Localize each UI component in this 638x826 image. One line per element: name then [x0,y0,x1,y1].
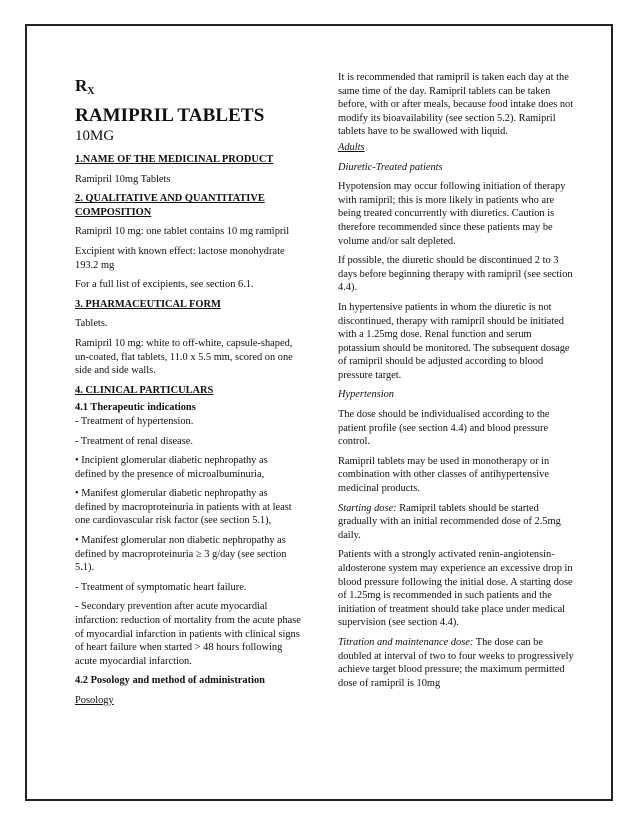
section-4-2-title: 4.2 Posology and method of administration [75,675,265,687]
indication-item: - Treatment of renal disease. [75,435,194,447]
body-para: It is recommended that ramipril is taken each day at the same time of the day. Ramipril tablets can be taken before, with or after meals, because food intake does not modify its bioavailability (see section 5.2). Ramipril tablets have to be swallowed with liquid. [338,72,574,138]
right-column [338,71,576,696]
section-3-para: Tablets. [75,318,108,330]
starting-dose-text: Ramipril tablets should be started gradually with an initial recommended dose of 2.5mg daily. [338,502,561,541]
indication-item: • Manifest glomerular diabetic nephropathy as defined by macroproteinuria in patients with at least one cardiovascular risk factor (see section 5.1), [75,488,292,527]
section-1-title: 1.NAME OF THE MEDICINAL PRODUCT [75,154,274,165]
section-4-title: 4. CLINICAL PARTICULARS [75,384,214,396]
drug-strength: 10MG [75,128,115,144]
section-2-para: Ramipril 10 mg: one tablet contains 10 mg ramipril [75,226,290,238]
adults-heading: Adults [338,141,365,153]
body-para: If possible, the diuretic should be discontinued 2 to 3 days before beginning therapy with ramipril (see section 4.4). [338,255,573,294]
titration-text: The dose can be doubled at interval of two to four weeks to progressively achieve target blood pressure; the maximum permitted dose of ramipril is 10mg [338,636,574,689]
section-4-1-title: 4.1 Therapeutic indications [75,402,196,414]
body-para: In hypertensive patients in whom the diuretic is not discontinued, therapy with ramipril should be initiated with a 1.25mg dose. Renal function and serum potassium should be monitored. The subsequent dosage of ramipril should be adjusted according to blood pressure target. [338,301,570,381]
section-2-para: For a full list of excipients, see section 6.1. [75,279,254,291]
indication-item: • Incipient glomerular diabetic nephropathy as defined by the presence of microalbuminuria, [75,455,268,480]
body-para: Patients with a strongly activated renin-angiotensin-aldosterone system may experience an excessive drop in blood pressure following the initial dose. A starting dose of 1.25mg is recommended in such patients and the initiation of treatment should take place under medical supervision (see section 4.4). [338,549,573,629]
indication-item: - Treatment of hypertension. [75,415,194,427]
diuretic-heading: Diuretic-Treated patients [338,161,443,173]
left-column [75,77,301,714]
hypertension-heading: Hypertension [338,389,394,401]
section-3-para: Ramipril 10 mg: white to off-white, capsule-shaped, un-coated, flat tablets, 11.0 x 5.5 mm, scored on one side and side walls. [75,337,293,377]
drug-name: RAMIPRIL TABLETS [75,105,265,126]
indication-item: • Manifest glomerular non diabetic nephropathy as defined by macroproteinuria ≥ 3 g/day (see section 5.1). [75,535,287,574]
starting-dose-label: Starting dose: [338,502,397,514]
indication-item: - Treatment of symptomatic heart failure. [75,581,247,593]
section-2-title: 2. QUALITATIVE AND QUANTITATIVE COMPOSITION [75,193,265,218]
section-2-para: Excipient with known effect: lactose monohydrate 193.2 mg [75,245,285,271]
rx-symbol: $R_X$ [75,76,95,97]
section-3-title: 3. PHARMACEUTICAL FORM [75,298,221,310]
body-para: The dose should be individualised according to the patient profile (see section 4.4) and blood pressure control. [338,409,550,448]
body-para: Hypotension may occur following initiation of therapy with ramipril; this is more likely in patients who are being treated concurrently with diuretics. Caution is therefore recommended since these patients may be volume and/or salt depleted. [338,181,566,247]
posology-heading: Posology [75,695,114,706]
starting-dose-para [338,502,576,543]
indication-item: - Secondary prevention after acute myocardial infarction: reduction of mortality from the acute phase of myocardial infarction in patients with clinical signs of heart failure when started > 48 hours following acute myocardial infarction. [75,601,301,667]
titration-para [338,636,576,690]
titration-label: Titration and maintenance dose: [338,636,474,648]
body-para: Ramipril tablets may be used in monotherapy or in combination with other classes of antihypertensive medicinal products. [338,455,550,495]
section-1-text: Ramipril 10mg Tablets [75,173,171,185]
